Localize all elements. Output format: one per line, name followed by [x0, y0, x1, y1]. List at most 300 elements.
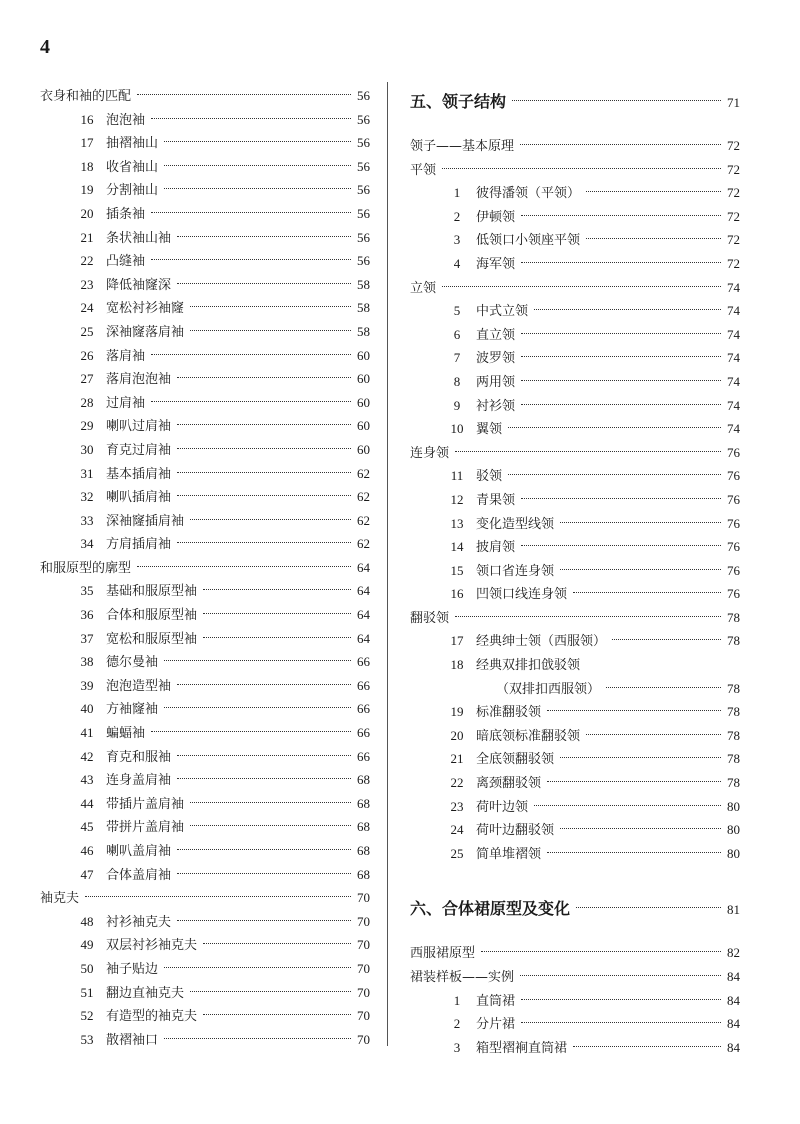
toc-entry[interactable]	[40, 1004, 370, 1028]
toc-entry[interactable]	[40, 674, 370, 698]
entry-title: 直立领	[476, 327, 516, 343]
entry-number: 20	[80, 205, 94, 221]
dot-leader	[151, 259, 351, 260]
toc-entry[interactable]	[410, 535, 740, 559]
dot-leader	[190, 991, 351, 992]
entry-number: 8	[453, 373, 461, 389]
toc-entry[interactable]	[410, 417, 740, 441]
entry-page: 62	[357, 536, 370, 552]
dot-leader	[573, 1046, 721, 1047]
entry-number: 52	[80, 1008, 94, 1024]
toc-entry[interactable]	[40, 462, 370, 486]
toc-entry[interactable]	[40, 839, 370, 863]
dot-leader	[203, 613, 351, 614]
entry-number: 22	[80, 253, 94, 269]
dot-leader	[576, 907, 721, 908]
dot-leader	[573, 592, 721, 593]
toc-entry[interactable]	[40, 792, 370, 816]
entry-title: （双排扣西服领）	[496, 681, 601, 697]
entry-title: 平领	[410, 162, 437, 178]
entry-page: 56	[357, 111, 370, 127]
entry-number: 9	[453, 397, 461, 413]
toc-entry[interactable]	[410, 1012, 740, 1036]
toc-entry[interactable]	[410, 724, 740, 748]
toc-entry[interactable]	[410, 252, 740, 276]
toc-entry[interactable]	[410, 323, 740, 347]
toc-entry[interactable]	[40, 745, 370, 769]
toc-entry[interactable]	[40, 202, 370, 226]
dot-leader	[164, 967, 351, 968]
chapter-heading-5[interactable]	[410, 84, 740, 120]
entry-number: 35	[80, 583, 94, 599]
entry-number: 49	[80, 937, 94, 953]
toc-entry[interactable]	[410, 346, 740, 370]
toc-section-heading[interactable]	[40, 886, 370, 910]
entry-number: 36	[80, 607, 94, 623]
dot-leader	[151, 354, 351, 355]
entry-title: 领子——基本原理	[410, 139, 515, 154]
entry-number: 7	[453, 350, 461, 366]
toc-entry[interactable]	[410, 842, 740, 866]
entry-title: 经典双排扣戗驳领	[476, 658, 581, 674]
entry-number: 44	[80, 795, 94, 811]
toc-entry[interactable]	[410, 299, 740, 323]
dot-leader	[534, 805, 721, 806]
entry-page: 72	[727, 208, 740, 224]
entry-number: 25	[80, 323, 94, 339]
dot-leader	[151, 731, 351, 732]
toc-entry[interactable]	[40, 981, 370, 1005]
entry-title: 衣身和袖的匹配	[40, 89, 132, 104]
toc-entry[interactable]	[40, 320, 370, 344]
entry-number: 27	[80, 371, 94, 387]
entry-number: 51	[80, 984, 94, 1000]
entry-title: 泡泡袖	[106, 112, 146, 128]
entry-title: 连身盖肩袖	[106, 773, 172, 789]
entry-page: 84	[727, 1016, 740, 1032]
entry-page: 66	[357, 677, 370, 693]
dot-leader	[521, 356, 721, 357]
toc-entry[interactable]	[40, 863, 370, 887]
entry-title: 收省袖山	[106, 159, 159, 175]
dot-leader	[560, 569, 721, 570]
dot-leader	[512, 100, 721, 101]
entry-page: 76	[727, 539, 740, 555]
toc-entry[interactable]	[40, 108, 370, 132]
dot-leader	[177, 778, 351, 779]
dot-leader	[203, 589, 351, 590]
toc-entry[interactable]	[410, 653, 740, 677]
dot-leader	[560, 522, 721, 523]
entry-page: 72	[727, 255, 740, 271]
entry-number: 3	[453, 232, 461, 248]
entry-number: 23	[450, 798, 464, 814]
dot-leader	[190, 802, 351, 803]
entry-title: 凹领口线连身领	[476, 587, 568, 603]
entry-number: 19	[80, 182, 94, 198]
dot-leader	[520, 144, 721, 145]
entry-number: 10	[450, 421, 464, 437]
dot-leader	[560, 828, 721, 829]
toc-entry[interactable]	[410, 512, 740, 536]
dot-leader	[164, 660, 351, 661]
entry-title: 深袖窿插肩袖	[106, 513, 185, 529]
toc-entry[interactable]	[410, 771, 740, 795]
entry-number: 37	[80, 630, 94, 646]
toc-entry[interactable]	[410, 795, 740, 819]
entry-page: 76	[727, 515, 740, 531]
dot-leader	[177, 873, 351, 874]
entry-number: 20	[450, 727, 464, 743]
entry-page: 74	[727, 397, 740, 413]
toc-entry[interactable]	[410, 181, 740, 205]
entry-number: 15	[450, 562, 464, 578]
dot-leader	[521, 262, 721, 263]
entry-page: 84	[727, 992, 740, 1008]
entry-page: 64	[357, 583, 370, 599]
toc-entry[interactable]	[40, 273, 370, 297]
entry-number: 48	[80, 913, 94, 929]
entry-page: 82	[727, 945, 740, 961]
entry-number: 39	[80, 677, 94, 693]
entry-number: 50	[80, 960, 94, 976]
toc-entry[interactable]	[410, 228, 740, 252]
entry-title: 翻驳领	[410, 610, 450, 626]
entry-page: 68	[357, 772, 370, 788]
entry-page: 60	[357, 371, 370, 387]
entry-title: 袖克夫	[40, 891, 80, 907]
toc-entry[interactable]	[40, 249, 370, 273]
entry-number: 26	[80, 347, 94, 363]
entry-page: 58	[357, 323, 370, 339]
dot-leader	[164, 188, 351, 189]
dot-leader	[177, 920, 351, 921]
entry-page: 58	[357, 300, 370, 316]
toc-entry[interactable]	[410, 464, 740, 488]
entry-page: 70	[357, 960, 370, 976]
entry-title: 翼领	[476, 422, 503, 438]
toc-entry[interactable]	[40, 768, 370, 792]
toc-entry[interactable]	[410, 488, 740, 512]
toc-entry[interactable]	[40, 1028, 370, 1052]
entry-title: 荷叶边领	[476, 799, 529, 815]
toc-entry[interactable]	[40, 296, 370, 320]
entry-number: 41	[80, 725, 94, 741]
entry-title: 合体和服原型袖	[106, 608, 198, 624]
toc-entry[interactable]	[40, 391, 370, 415]
chapter-page: 81	[727, 902, 740, 918]
toc-section-heading[interactable]	[410, 677, 740, 701]
toc-entry[interactable]	[40, 226, 370, 250]
entry-page: 76	[727, 444, 740, 460]
entry-title: 中式立领	[476, 304, 529, 320]
chapter-title: 六、合体裙原型及变化	[410, 899, 571, 919]
entry-number: 1	[453, 185, 461, 201]
dot-leader	[85, 896, 351, 897]
entry-page: 76	[727, 491, 740, 507]
entry-title: 连身领	[410, 445, 450, 461]
entry-title: 深袖窿落肩袖	[106, 324, 185, 340]
toc-entry[interactable]	[410, 394, 740, 418]
dot-leader	[586, 191, 721, 192]
entry-page: 66	[357, 748, 370, 764]
toc-section-heading[interactable]	[410, 441, 740, 465]
entry-title: 带插片盖肩袖	[106, 796, 185, 812]
toc-entry[interactable]	[40, 532, 370, 556]
dot-leader	[520, 975, 721, 976]
entry-title: 蝙蝠袖	[106, 726, 146, 742]
entry-number: 11	[450, 468, 464, 484]
toc-section-heading[interactable]	[40, 84, 370, 108]
entry-number: 18	[80, 158, 94, 174]
entry-page: 56	[357, 182, 370, 198]
toc-entry[interactable]	[40, 509, 370, 533]
entry-number: 16	[450, 586, 464, 602]
toc-entry[interactable]	[40, 957, 370, 981]
toc-entry[interactable]	[40, 721, 370, 745]
entry-page: 78	[727, 775, 740, 791]
entry-page: 62	[357, 512, 370, 528]
entry-title: 海军领	[476, 256, 516, 272]
toc-left-column	[40, 84, 370, 1051]
dot-leader	[164, 165, 351, 166]
dot-leader	[560, 757, 721, 758]
entry-number: 22	[450, 775, 464, 791]
entry-page: 74	[727, 279, 740, 295]
entry-number: 6	[453, 326, 461, 342]
dot-leader	[164, 1038, 351, 1039]
dot-leader	[177, 377, 351, 378]
entry-number: 45	[80, 819, 94, 835]
chapter-heading-6[interactable]	[410, 891, 740, 927]
toc-entry[interactable]	[410, 370, 740, 394]
entry-number: 21	[80, 229, 94, 245]
entry-number: 34	[80, 536, 94, 552]
toc-entry[interactable]	[40, 155, 370, 179]
entry-title: 简单堆褶领	[476, 846, 542, 862]
entry-title: 降低袖窿深	[106, 277, 172, 293]
entry-title: 方袖窿袖	[106, 702, 159, 718]
dot-leader	[586, 734, 721, 735]
dot-leader	[606, 687, 721, 688]
entry-title: 条状袖山袖	[106, 230, 172, 246]
entry-title: 经典绅士领（西服领）	[476, 634, 607, 650]
dot-leader	[177, 424, 351, 425]
entry-page: 72	[727, 232, 740, 248]
toc-entry[interactable]	[40, 344, 370, 368]
dot-leader	[521, 404, 721, 405]
entry-title: 箱型褶裥直筒裙	[476, 1040, 568, 1056]
dot-leader	[521, 215, 721, 216]
entry-number: 24	[450, 822, 464, 838]
dot-leader	[177, 542, 351, 543]
entry-number: 2	[453, 1016, 461, 1032]
toc-entry[interactable]	[410, 747, 740, 771]
toc-entry[interactable]	[410, 629, 740, 653]
entry-title: 离颈翻驳领	[476, 776, 542, 792]
entry-page: 78	[727, 633, 740, 649]
entry-page: 56	[357, 158, 370, 174]
toc-entry[interactable]	[40, 650, 370, 674]
toc-entry[interactable]	[40, 178, 370, 202]
entry-page: 74	[727, 350, 740, 366]
toc-entry[interactable]	[410, 818, 740, 842]
dot-leader	[521, 333, 721, 334]
entry-number: 46	[80, 843, 94, 858]
toc-entry[interactable]	[40, 697, 370, 721]
entry-title: 宽松和服原型袖	[106, 631, 198, 647]
dot-leader	[547, 710, 721, 711]
toc-entry[interactable]	[40, 627, 370, 651]
dot-leader	[547, 781, 721, 782]
entry-page: 70	[357, 1008, 370, 1024]
dot-leader	[177, 849, 351, 850]
entry-title: 喇叭盖肩袖	[106, 844, 172, 859]
toc-entry[interactable]	[410, 700, 740, 724]
dot-leader	[521, 498, 721, 499]
toc-entry[interactable]	[40, 414, 370, 438]
dot-leader	[151, 118, 351, 119]
toc-entry[interactable]	[40, 438, 370, 462]
entry-page: 72	[727, 161, 740, 177]
entry-title: 低领口小领座平领	[476, 233, 581, 249]
toc-entry[interactable]	[40, 579, 370, 603]
entry-number: 47	[80, 866, 94, 882]
entry-title: 波罗领	[476, 351, 516, 367]
entry-number: 43	[80, 772, 94, 788]
dot-leader	[177, 448, 351, 449]
entry-title: 泡泡造型袖	[106, 678, 172, 694]
entry-number: 33	[80, 512, 94, 528]
toc-section-heading[interactable]	[410, 158, 740, 182]
toc-entry[interactable]	[40, 933, 370, 957]
entry-number: 2	[453, 208, 461, 224]
entry-page: 64	[357, 630, 370, 646]
entry-title: 裙装样板——实例	[410, 970, 515, 985]
entry-title: 袖子贴边	[106, 961, 159, 977]
toc-entry[interactable]	[410, 582, 740, 606]
toc-right-column	[410, 84, 740, 1059]
entry-page: 56	[357, 253, 370, 269]
page-number: 4	[40, 36, 50, 58]
entry-page: 64	[357, 607, 370, 623]
dot-leader	[521, 545, 721, 546]
entry-page: 80	[727, 845, 740, 861]
toc-section-heading[interactable]	[410, 941, 740, 965]
toc-entry[interactable]	[40, 131, 370, 155]
entry-title: 变化造型线领	[476, 516, 555, 532]
entry-page: 60	[357, 441, 370, 457]
entry-page: 60	[357, 347, 370, 363]
dot-leader	[455, 616, 721, 617]
dot-leader	[190, 306, 351, 307]
entry-number: 53	[80, 1031, 94, 1047]
dot-leader	[521, 999, 721, 1000]
entry-page: 76	[727, 468, 740, 484]
entry-title: 荷叶边翻驳领	[476, 823, 555, 839]
entry-title: 青果领	[476, 492, 516, 508]
toc-entry[interactable]	[40, 815, 370, 839]
entry-number: 25	[450, 845, 464, 861]
toc-section-heading[interactable]	[410, 134, 740, 158]
entry-page: 60	[357, 418, 370, 434]
column-divider	[387, 82, 388, 1046]
entry-number: 21	[450, 751, 464, 767]
entry-title: 带拼片盖肩袖	[106, 820, 185, 836]
dot-leader	[455, 451, 721, 452]
dot-leader	[481, 951, 721, 952]
entry-page: 72	[727, 138, 740, 153]
dot-leader	[164, 141, 351, 142]
toc-entry[interactable]	[40, 485, 370, 509]
entry-number: 38	[80, 654, 94, 670]
entry-page: 78	[727, 727, 740, 743]
entry-title: 基本插肩袖	[106, 466, 172, 482]
toc-entry[interactable]	[40, 910, 370, 934]
entry-number: 18	[450, 657, 464, 673]
entry-number: 23	[80, 276, 94, 292]
entry-page: 68	[357, 795, 370, 811]
entry-number: 5	[453, 303, 461, 319]
entry-title: 立领	[410, 280, 437, 296]
entry-number: 28	[80, 394, 94, 410]
entry-title: 过肩袖	[106, 395, 146, 411]
entry-title: 披肩领	[476, 540, 516, 556]
dot-leader	[203, 943, 351, 944]
toc-entry[interactable]	[40, 367, 370, 391]
entry-title: 彼得潘领（平领）	[476, 186, 581, 202]
entry-title: 合体盖肩袖	[106, 867, 172, 883]
dot-leader	[203, 1014, 351, 1015]
entry-page: 70	[357, 913, 370, 929]
toc-section-heading[interactable]	[40, 556, 370, 580]
dot-leader	[190, 330, 351, 331]
toc-entry[interactable]	[410, 205, 740, 229]
dot-leader	[508, 427, 721, 428]
entry-title: 分片裙	[476, 1017, 516, 1033]
toc-section-heading[interactable]	[410, 606, 740, 630]
entry-title: 两用领	[476, 374, 516, 390]
entry-title: 育克和服袖	[106, 749, 172, 765]
dot-leader	[534, 309, 721, 310]
entry-number: 42	[80, 748, 94, 764]
entry-number: 32	[80, 489, 94, 505]
dot-leader	[177, 684, 351, 685]
dot-leader	[177, 283, 351, 284]
entry-page: 56	[357, 135, 370, 151]
toc-section-heading[interactable]	[410, 965, 740, 989]
entry-title: 西服裙原型	[410, 946, 476, 962]
dot-leader	[521, 380, 721, 381]
dot-leader	[442, 286, 721, 287]
entry-number: 17	[80, 135, 94, 151]
entry-number: 3	[453, 1039, 461, 1055]
entry-page: 56	[357, 88, 370, 103]
entry-number: 4	[453, 255, 461, 271]
toc-entry[interactable]	[410, 1036, 740, 1060]
entry-number: 29	[80, 418, 94, 434]
toc-entry[interactable]	[410, 559, 740, 583]
entry-number: 1	[453, 992, 461, 1008]
toc-entry[interactable]	[40, 603, 370, 627]
toc-entry[interactable]	[410, 989, 740, 1013]
entry-page: 68	[357, 819, 370, 835]
toc-section-heading[interactable]	[410, 276, 740, 300]
entry-page: 66	[357, 654, 370, 670]
entry-title: 落肩袖	[106, 348, 146, 364]
dot-leader	[190, 519, 351, 520]
entry-title: 插条袖	[106, 206, 146, 222]
